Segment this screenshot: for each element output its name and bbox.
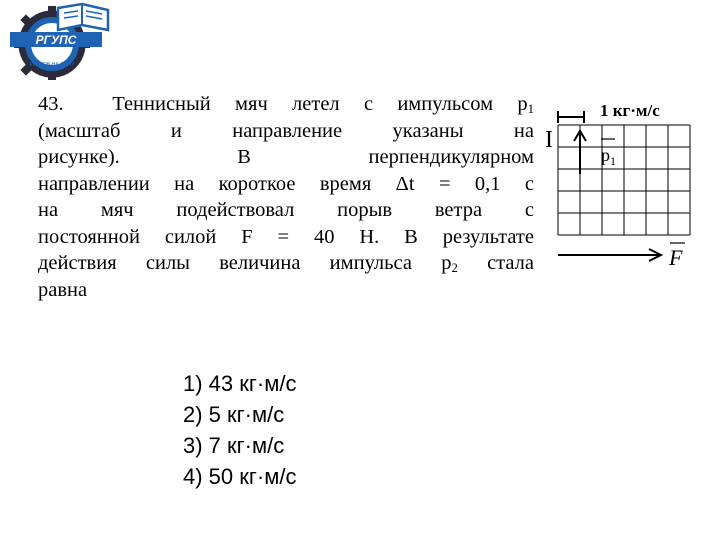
answer-option-3[interactable]: 3) 7 кг·м/с [183,433,285,458]
answer-options [183,368,296,492]
problem-line-8: равна [38,278,88,301]
problem-line-7: действия силы величина импульса $p_2$ стала [38,252,534,276]
i-mark: I [545,127,553,153]
f-arrow [558,249,661,261]
problem-line-1: 43. Теннисный мяч летел с импульсом $p_1$ [38,93,534,117]
problem-line-6: постоянной силой F = 40 Н. В результате [38,225,534,248]
p1-arrow [574,131,586,174]
book-icon [58,4,108,30]
problem-line-5: на мяч подействовал порыв ветра с [38,199,534,221]
momentum-diagram [545,95,695,275]
problem-line-2: (масштаб и направление указаны на [38,119,534,142]
scale-label: 1 кг·м/с [600,101,660,120]
answer-option-4[interactable]: 4) 50 кг·м/с [183,464,297,489]
f-label: F [669,245,683,270]
logo-ring-text: РОСТОВ-НА-ДОНУ [29,62,75,68]
problem-number: 43. [38,93,64,115]
university-logo [0,0,120,85]
answer-option-2[interactable]: 2) 5 кг·м/с [183,402,285,427]
problem-text [38,91,534,303]
problem-line-3: рисунке). В перпендикулярном [38,146,534,168]
logo-text: РГУПС [35,33,77,47]
grid [558,125,690,235]
answer-option-1[interactable]: 1) 43 кг·м/с [183,371,297,396]
p1-label: $p_1$ [601,145,616,168]
problem-line-4: направлении на короткое время Δt = 0,1 с [38,172,534,195]
